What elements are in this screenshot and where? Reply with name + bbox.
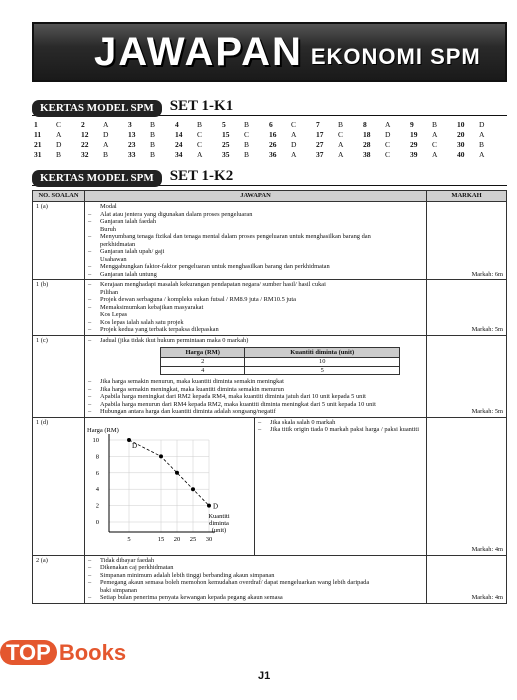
answer-cell [222, 150, 269, 160]
bullet-dash: – [88, 594, 92, 601]
bullet-dash: – [88, 303, 92, 311]
answer-letter: A [479, 150, 485, 159]
logo-books: Books [58, 640, 127, 665]
question-number: 7 [316, 120, 320, 129]
answer-letter: B [150, 130, 156, 139]
bullet-dash: – [88, 263, 92, 270]
answer-lines [85, 555, 427, 603]
answer-cell [363, 150, 410, 160]
answer-line [88, 248, 423, 256]
answer-letter: B [244, 140, 250, 149]
question-number: 6 [269, 120, 273, 129]
curve-label: D [213, 502, 219, 511]
answer-cell [128, 120, 175, 130]
answer-letter: C [244, 130, 250, 139]
answer-letter: B [244, 150, 250, 159]
question-number: 32 [81, 150, 89, 159]
bullet-dash: – [88, 556, 92, 564]
answer-letter: B [56, 150, 62, 159]
answer-cell [316, 150, 363, 160]
question-number: 40 [457, 150, 465, 159]
mark-value: Markah: 6m [427, 202, 507, 280]
price-cell: 4 [161, 366, 245, 375]
logo-top: TOP [0, 640, 57, 665]
question-number: 8 [363, 120, 367, 129]
answer-cell [128, 140, 175, 150]
demand-table [160, 347, 400, 375]
bullet-dash: – [88, 571, 92, 579]
answer-text: Memaksimumkan kebajikan masyarakat [100, 303, 204, 311]
answer-line [88, 594, 423, 602]
answer-letter: A [56, 130, 62, 139]
answer-line: – Jadual (jika tidak ikut hukum permintaan maka 0 markah) [88, 336, 249, 344]
question-number: 25 [222, 140, 230, 149]
answer-row [34, 120, 504, 130]
question-number: 1 [34, 120, 38, 129]
bullet-dash [88, 203, 100, 211]
question-no: 1 (c) [33, 335, 85, 417]
answer-line [258, 419, 419, 427]
question-number: 18 [363, 130, 371, 139]
table-row [33, 417, 507, 555]
answer-letter: A [432, 130, 438, 139]
col-header: Harga (RM) [161, 348, 245, 358]
answer-text: Projek kedua yang terbaik terpaksa dilepaskan [100, 326, 219, 333]
question-number: 28 [363, 140, 371, 149]
answer-cell [34, 130, 81, 140]
answer-line [88, 393, 423, 401]
answer-cell [457, 120, 504, 130]
answer-cell [34, 150, 81, 160]
answer-line [88, 289, 423, 297]
table-row [33, 335, 507, 417]
section-tag: KERTAS MODEL SPM [32, 100, 162, 117]
bullet-dash [88, 311, 100, 319]
bullet-dash: – [88, 579, 92, 586]
answer-text: Kerajaan menghadapi masalah kekurangan pendapatan negara/ sumber hasil/ hasil cukai [100, 281, 326, 288]
section-k2-heading [32, 168, 507, 186]
answer-lines [255, 418, 422, 555]
publisher-logo [0, 640, 126, 666]
question-number: 38 [363, 150, 371, 159]
answer-line [88, 311, 423, 319]
answer-letter: A [103, 120, 109, 129]
question-number: 34 [175, 150, 183, 159]
question-number: 33 [128, 150, 136, 159]
page-number: J1 [258, 670, 271, 682]
data-point [159, 454, 163, 458]
quantity-cell: 5 [245, 366, 400, 375]
question-number: 15 [222, 130, 230, 139]
answer-letter: B [150, 140, 156, 149]
question-number: 24 [175, 140, 183, 149]
curve-label: D [132, 441, 138, 450]
data-point [191, 487, 195, 491]
demand-curve-chart [85, 418, 255, 554]
mark-value: Markah: 5m [427, 280, 507, 336]
question-number: 21 [34, 140, 42, 149]
answer-content [85, 417, 427, 555]
answer-line [88, 211, 423, 219]
question-no: 2 (a) [33, 555, 85, 603]
section-set: SET 1-K2 [169, 168, 234, 184]
col-header: Kuantiti diminta (unit) [245, 348, 400, 358]
answer-line [88, 557, 423, 565]
bullet-dash: – [88, 400, 92, 408]
answer-cell [128, 130, 175, 140]
answer-cell [363, 130, 410, 140]
answer-lines [88, 378, 423, 416]
bullet-dash [88, 226, 100, 234]
answer-letter: C [197, 140, 203, 149]
question-no: 1 (a) [33, 202, 85, 280]
bullet-dash: – [88, 318, 92, 326]
table-row [161, 366, 400, 375]
question-no: 1 (d) [33, 417, 85, 555]
bullet-dash: – [258, 418, 262, 426]
answer-letter: A [103, 140, 109, 149]
table-header-row [33, 191, 507, 202]
answer-letter: B [338, 120, 344, 129]
answer-text: Apabila harga menurun dari RM4 kepada RM2, maka kuantiti diminta meningkat dari 5 unit kepada 10 unit [100, 400, 376, 408]
question-number: 10 [457, 120, 465, 129]
answer-letter: D [479, 120, 485, 129]
bullet-dash [88, 587, 100, 595]
bullet-dash: – [88, 233, 92, 240]
quantity-cell: 10 [245, 358, 400, 367]
answer-letter: C [197, 130, 203, 139]
question-number: 37 [316, 150, 324, 159]
answer-lines [85, 280, 427, 336]
answer-letter: D [385, 130, 391, 139]
answer-text: Usahawan [100, 255, 127, 263]
answer-line [88, 241, 423, 249]
answer-line [88, 256, 423, 264]
answer-text: Projek dewan serbaguna / kompleks sukan futsal / RM8.9 juta / RM10.5 juta [100, 296, 296, 303]
answer-text: Tidak dibayar faedah [100, 556, 155, 564]
y-tick-label: 6 [95, 469, 99, 477]
answer-line [88, 564, 423, 572]
answer-cell [222, 130, 269, 140]
k1-answer-grid [34, 120, 504, 160]
bullet-dash: – [88, 326, 92, 333]
question-number: 5 [222, 120, 226, 129]
answer-text: Pilihan [100, 288, 119, 296]
answer-lines [85, 202, 427, 280]
answer-line [88, 203, 423, 211]
answer-cell [81, 120, 128, 130]
answer-cell [363, 120, 410, 130]
answer-text: Ganjaran ialah faedah [100, 218, 157, 225]
x-tick-label: 15 [157, 535, 165, 543]
answer-line [88, 319, 423, 327]
question-number: 36 [269, 150, 277, 159]
question-number: 3 [128, 120, 132, 129]
answer-letter: C [291, 120, 297, 129]
answer-letter: C [338, 130, 344, 139]
answer-cell [34, 120, 81, 130]
question-number: 29 [410, 140, 418, 149]
bullet-dash: – [88, 270, 92, 278]
answer-line [88, 401, 423, 409]
y-tick-label: 8 [95, 452, 99, 460]
bullet-dash: – [88, 210, 92, 218]
answer-text: Dikenakan caj perkhidmatan [100, 564, 174, 571]
answer-text: Kos lepas ialah salah satu projek [100, 318, 184, 326]
answer-row [34, 150, 504, 160]
answer-letter: A [291, 130, 297, 139]
question-number: 12 [81, 130, 89, 139]
answer-letter: C [56, 120, 62, 129]
bullet-dash: – [88, 218, 92, 225]
answer-text: Apabila harga meningkat dari RM2 kepada RM4, maka kuantiti diminta jatuh dari 10 unit kepada 5 unit [100, 393, 366, 400]
question-number: 31 [34, 150, 42, 159]
y-tick-label: 10 [92, 436, 99, 444]
answer-letter: D [56, 140, 62, 149]
answer-cell [269, 120, 316, 130]
answer-line [88, 263, 423, 271]
answer-text: Modal [100, 203, 117, 210]
answer-cell [410, 150, 457, 160]
col-header: MARKAH [427, 191, 507, 202]
col-header: JAWAPAN [85, 191, 427, 202]
answer-cell [175, 140, 222, 150]
answer-cell [34, 140, 81, 150]
bullet-dash: – [88, 378, 92, 385]
x-tick-label: 25 [189, 535, 197, 543]
answer-letter: B [197, 120, 203, 129]
question-number: 11 [34, 130, 42, 139]
answer-cell [410, 120, 457, 130]
answer-cell [269, 140, 316, 150]
answer-letter: A [338, 150, 344, 159]
answer-text: perkhidmatan [100, 240, 136, 248]
mark-value: Markah: 5m [427, 335, 507, 417]
answer-text: Menyumbang tenaga fizikal dan tenaga mental dalam proses pengeluaran untuk menghasilkan barang dan [100, 233, 371, 240]
answer-cell [457, 140, 504, 150]
answer-letter: A [385, 120, 391, 129]
answer-text: Kos Lepas [100, 311, 128, 318]
section-set: SET 1-K1 [169, 98, 234, 114]
question-number: 30 [457, 140, 465, 149]
answer-letter: B [150, 150, 156, 159]
answer-cell [410, 140, 457, 150]
x-axis-label: Kuantiti diminta (unit) [208, 512, 230, 534]
answer-text: Ganjaran ialah upah/ gaji [100, 248, 165, 255]
table-row [161, 358, 400, 367]
question-number: 35 [222, 150, 230, 159]
bullet-dash: – [258, 426, 262, 433]
answer-content [85, 335, 427, 417]
data-point [175, 470, 179, 474]
answer-cell [410, 130, 457, 140]
question-number: 13 [128, 130, 136, 139]
bullet-dash [88, 256, 100, 264]
answer-text: Menggabungkan faktor-faktor pengeluaran untuk menghasilkan barang dan perkhidmatan [100, 263, 330, 270]
question-number: 9 [410, 120, 414, 129]
question-number: 2 [81, 120, 85, 129]
col-header: NO. SOALAN [33, 191, 85, 202]
question-number: 16 [269, 130, 277, 139]
answer-letter: A [432, 150, 438, 159]
answer-cell [128, 150, 175, 160]
question-number: 39 [410, 150, 418, 159]
bullet-dash: – [88, 408, 92, 415]
answer-letter: A [291, 150, 297, 159]
answer-letter: B [103, 150, 109, 159]
k2-answer-table [32, 190, 507, 604]
answer-text: Pemegang akaun semasa boleh memohon kemudahan overdraf/ dapat mengeluarkan wang lebih daripada [100, 579, 370, 586]
answer-letter: A [479, 130, 485, 139]
answer-letter: B [244, 120, 250, 129]
answer-letter: C [432, 140, 438, 149]
header-subtitle: EKONOMI SPM [310, 44, 481, 69]
price-cell: 2 [161, 358, 245, 367]
answer-cell [222, 140, 269, 150]
bullet-dash: – [88, 385, 92, 393]
answer-text: Alat atau jentera yang digunakan dalam proses pengeluaran [100, 210, 253, 218]
question-number: 22 [81, 140, 89, 149]
section-tag: KERTAS MODEL SPM [32, 170, 162, 187]
answer-cell [81, 140, 128, 150]
answer-cell [316, 120, 363, 130]
table-row [33, 202, 507, 280]
answer-letter: C [385, 140, 391, 149]
answer-letter: A [197, 150, 203, 159]
answer-cell [222, 120, 269, 130]
answer-line [88, 226, 423, 234]
bullet-dash: – [88, 281, 92, 288]
question-number: 4 [175, 120, 179, 129]
bullet-dash [88, 289, 100, 297]
answer-line [88, 326, 423, 334]
answer-letter: D [103, 130, 109, 139]
answer-line [88, 386, 423, 394]
answer-line [258, 426, 419, 434]
answer-line [88, 233, 423, 241]
question-number: 19 [410, 130, 418, 139]
answer-text: Jika titik origin tiada 0 markah paksi harga / paksi kuantiti [270, 426, 419, 433]
question-number: 20 [457, 130, 465, 139]
answer-line [88, 304, 423, 312]
jadual-intro: Jadual (jika tidak ikut hukum permintaan maka 0 markah) [100, 336, 249, 344]
header-title: JAWAPAN [94, 29, 303, 74]
answer-cell [81, 150, 128, 160]
x-tick-label: 20 [173, 535, 181, 543]
question-number: 27 [316, 140, 324, 149]
answer-text: Simpanan minimum adalah lebih tinggi berbanding akaun simpanan [100, 571, 275, 579]
answer-letter: D [291, 140, 297, 149]
answer-cell [316, 140, 363, 150]
answer-line [88, 218, 423, 226]
table-row [33, 555, 507, 603]
answer-cell [175, 120, 222, 130]
answer-text: baki simpanan [100, 586, 138, 594]
bullet-dash: – [88, 296, 92, 303]
data-point [207, 503, 211, 507]
answer-text: Buruh [100, 225, 116, 233]
answer-line [88, 408, 423, 416]
answer-letter: B [432, 120, 438, 129]
answer-text: Jika skala salah 0 markah [270, 418, 336, 426]
data-point [127, 438, 131, 442]
answer-line [88, 572, 423, 580]
answer-line [88, 296, 423, 304]
x-tick-label: 30 [205, 535, 213, 543]
answer-line [88, 587, 423, 595]
answer-letter: B [150, 120, 156, 129]
bullet-dash: – [88, 393, 92, 400]
table-row [33, 280, 507, 336]
answer-text: Ganjaran ialah untung [100, 270, 157, 278]
answer-row [34, 130, 504, 140]
question-number: 23 [128, 140, 136, 149]
answer-line [88, 579, 423, 587]
y-tick-label: 2 [95, 502, 99, 510]
x-tick-label: 5 [127, 535, 131, 543]
answer-text: Jika harga semakin menurun, maka kuantiti diminta semakin meningkat [100, 378, 284, 385]
answer-letter: C [385, 150, 391, 159]
answer-text: Hubungan antara harga dan kuantiti diminta adalah songsang/negatif [100, 408, 276, 415]
answer-cell [363, 140, 410, 150]
answer-text: Setiap bulan penerima penyata kewangan kepada pegang akaun semasa [100, 594, 283, 601]
section-k1-heading [32, 98, 507, 116]
answer-line [88, 271, 423, 279]
answer-cell [457, 130, 504, 140]
y-tick-label: 4 [95, 485, 99, 493]
answer-letter: A [338, 140, 344, 149]
question-number: 14 [175, 130, 183, 139]
y-axis-label: Harga (RM) [87, 426, 119, 434]
answer-cell [269, 150, 316, 160]
question-no: 1 (b) [33, 280, 85, 336]
question-number: 26 [269, 140, 277, 149]
bullet-dash: – [88, 248, 92, 255]
answer-letter: B [479, 140, 485, 149]
answer-cell [175, 130, 222, 140]
answer-text: Jika harga semakin meningkat, maka kuantiti diminta semakin menurun [100, 385, 284, 393]
answer-cell [316, 130, 363, 140]
answer-cell [175, 150, 222, 160]
y-tick-label: 0 [95, 518, 99, 526]
bullet-dash [88, 241, 100, 249]
answer-row [34, 140, 504, 150]
page-header-banner [32, 22, 507, 82]
answer-cell [269, 130, 316, 140]
mark-value: Markah: 4m [427, 555, 507, 603]
question-number: 17 [316, 130, 324, 139]
answer-cell [81, 130, 128, 140]
answer-line [88, 378, 423, 386]
answer-line [88, 281, 423, 289]
mark-value: Markah: 4m [427, 417, 507, 555]
answer-cell [457, 150, 504, 160]
bullet-dash: – [88, 564, 92, 571]
